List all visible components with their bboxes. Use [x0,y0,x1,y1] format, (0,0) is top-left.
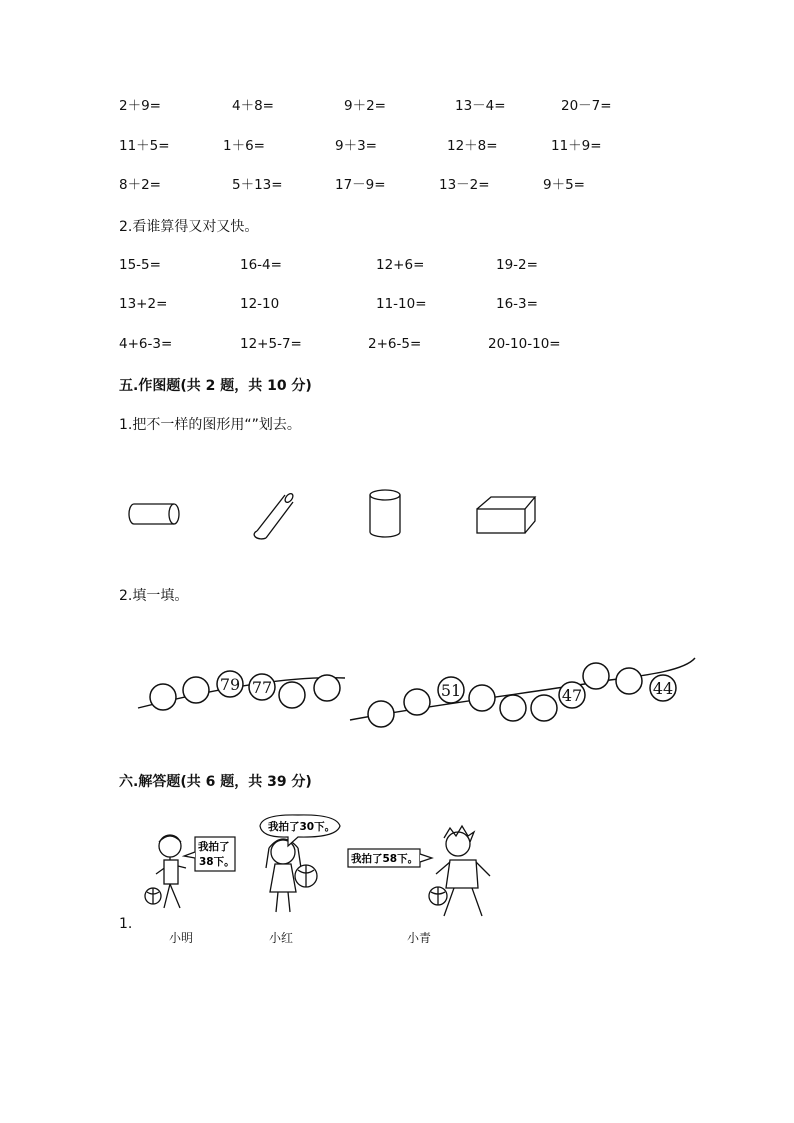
expr: 11＋5= [119,138,170,154]
bead [183,677,209,703]
expr: 4＋8= [232,98,274,114]
name-xiaoming: 小明 [169,931,194,945]
bead [404,689,430,715]
section-5-question-1: 1.把不一样的图形用“”划去。 [119,417,301,433]
expr: 5＋13= [232,177,283,193]
cuboid-shape [477,497,535,533]
bead-number: 44 [652,679,674,698]
name-xiaohong: 小红 [269,931,294,945]
section-5-question-2: 2.填一填。 [119,588,189,604]
expr: 8＋2= [119,177,161,193]
bead [314,675,340,701]
expr: 11＋9= [551,138,602,154]
bead [500,695,526,721]
xiaoming-figure [145,835,186,908]
bead-number: 79 [219,675,241,694]
expr: 1＋6= [223,138,265,154]
bead [616,668,642,694]
slanted-cylinder-shape [254,492,294,539]
children-bouncing-balls-figure [138,812,508,922]
xiaoqing-speech-bubble [348,849,432,867]
expr: 9＋5= [543,177,585,193]
expr: 16-3= [496,296,538,312]
bead-number: 77 [251,678,273,697]
expr: 12+6= [376,257,425,273]
svg-text:38下。: 38下。 [199,856,235,868]
shapes-figure [120,480,560,550]
expr: 19-2= [496,257,538,273]
bead [368,701,394,727]
expr: 12+5-7= [240,336,302,352]
expr: 13－4= [455,98,506,114]
expr: 13+2= [119,296,168,312]
section-5-title: 五.作图题(共 2 题，共 10 分) [119,378,312,394]
expr: 9＋2= [344,98,386,114]
svg-text:我拍了: 我拍了 [198,841,230,853]
expr: 9＋3= [335,138,377,154]
expr: 13－2= [439,177,490,193]
horizontal-cylinder-shape [129,504,179,524]
svg-text:我拍了58下。: 我拍了58下。 [351,853,419,865]
expr: 2+6-5= [368,336,422,352]
bead [531,695,557,721]
expr: 20-10-10= [488,336,561,352]
bead [583,663,609,689]
upright-cylinder-shape [370,490,400,537]
xiaohong-figure [266,839,317,912]
bead-number: 47 [561,686,583,705]
bead [279,682,305,708]
bead [150,684,176,710]
expr: 2＋9= [119,98,161,114]
section-6-question-1-number: 1. [119,916,133,932]
question-2-title: 2.看谁算得又对又快。 [119,219,259,235]
bead-number: 51 [440,681,462,700]
expr: 20－7= [561,98,612,114]
xiaoming-speech-bubble [184,837,235,871]
xiaoqing-figure [429,826,490,916]
xiaohong-speech-bubble [260,815,340,846]
expr: 12＋8= [447,138,498,154]
expr: 16-4= [240,257,282,273]
expr: 17－9= [335,177,386,193]
expr: 15-5= [119,257,161,273]
expr: 4+6-3= [119,336,173,352]
svg-text:我拍了30下。: 我拍了30下。 [268,821,336,833]
bead [469,685,495,711]
expr: 11-10= [376,296,427,312]
name-xiaoqing: 小青 [407,931,432,945]
bead-string-figure [130,650,705,735]
section-6-title: 六.解答题(共 6 题，共 39 分) [119,774,312,790]
expr: 12-10 [240,296,280,312]
